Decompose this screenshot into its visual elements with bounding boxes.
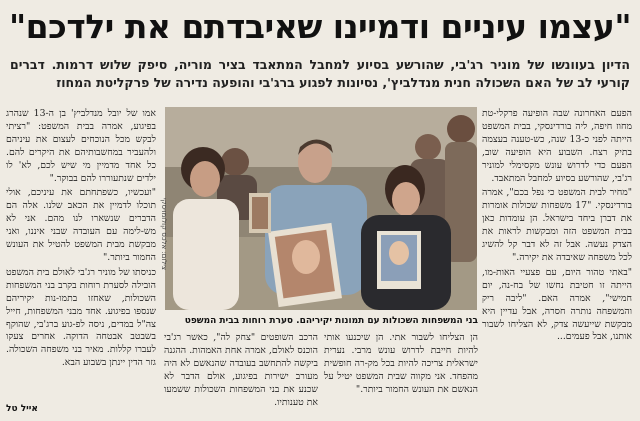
paragraph: הפעם האחרונה שבה הופיעה פרקלי-טת מחוז חיפה, ליה בורדינסקי, בבית המשפט הייתה לפני כ-13 שנה, כש-טענה בעצמה בתיק רצח. השבוע היא הופיעה שוב, הפעם כדי לדרוש עונש מקסימלי למוניר רג'בי, שהורשע בסיוע למחבל המתאבד. — [482, 108, 632, 184]
article-deck: הדיון בעוונשו של מוניר רג'בי, שהורשע בסיוע למחבל המתאבד בציר מוריה, סיפק שלוש דרמות. דברים קורעי לב של האם השכולה חנית מנדלביץ', נסיונות לפגוע ברג'בי והופעה נדירה של פרקליטת המחוז — [10, 57, 630, 90]
paragraph: הרכב השופטים "צחק לה", כאשר רג'בי הוכנס לאולם, אמרה אחת האמהות. ההגנה ביקשה להתחשב בעובדה שהנאשם לא היה מעורב ישירות בפיגוע, אולם הדבר לא שכנע את בני המשפחות השכולות ששמעו את טענותיו. — [164, 332, 318, 408]
photo-credit: צילום: אלכס קולומויסקי — [160, 197, 168, 270]
paragraph: "באתי טהור היום, עם פצעיי האות-מו, הייתה זו חטיבת נחשו של בח-נה, יום חמישי", אמרה האם. "ליבה ריק והמשפחה נותרה חסרה, אבל עדיין היא מבקשת שייעשה צדק, לא הצליחו לשבור אותנו, אבל פעמים... — [482, 266, 632, 343]
paragraph: "מחיר לבית המשפט כי נפל בכם", אמרה בורדינסקי. "17 משפחות שכולות אומרות את דברן ביחד בישראל. הן עומדות כאן בבית המשפט הזה ומבקשות לראות את הצדק נעשה. אבל זה לא דבר קל להשיג לכל משפחה שאיבדה את יקירה." — [482, 187, 632, 263]
article-column-left — [6, 108, 156, 408]
paragraph: אמו של יובל מנדלביץ' בן ה-13 שנהרג בפיגוע, אמרה בבית המשפט: "רציתי לבקש מכל הנוכחים לעצום את עיניהם ולהעביר במחשבותיהם את היקרים להם. כל אחד מדמיין מי שיש לכם, לא' לו ילדים שנתעוררו להם בבוקר." — [6, 108, 156, 184]
article-column-right — [482, 108, 632, 408]
paragraph: כניסתו של מוניר רג'בי לאולם בית המשפט הובילה לסערת רוחות בקרב בני המשפחות השכולות, שאחזו בתמו-נות יקיריהם שנספו בפיגוע. אחד מבני המשפחות, חייל צה"ל במדים, ניסה לפ-גוע ברג'בי, שהוקף בשבטב אבטחה הדוקה. אחרים צעקו לעברו קללות. מאיר בני משפחה השכולה. גזר הדין יינתן בשבוע הבא. — [6, 266, 156, 369]
byline: אייל טל — [6, 404, 38, 414]
paragraph: הן הצליחו לשבור אתי. הן שיכנעו אותי להיות חייבת לדרוש עונש מרבי. נערית ישראלית צריכה להיות בכל מק-רה חופשית מהפחד. אני מקווה שבית המשפט יטיל על הנאשם את העונש החמור ביותר." — [324, 332, 478, 395]
photo-caption: בני המשפחות השכולות עם תמונות יקיריהם. סערת רוחות בבית המשפט — [184, 316, 478, 326]
paragraph: "ועכשיו, כשפתחתם את עיניכם, אולי תוכלו לדמיין את הכאב שלנו. אלה הם הדברים שנשארו לנו מהם. אני לא מש-לימה עם העובדה שבני איננו, ואני מבקשת מבית המשפט להטיל את העונש החמור ביותר." — [6, 187, 156, 263]
news-photo — [165, 107, 477, 310]
article-column-mid-right — [324, 332, 478, 408]
article-column-mid-left — [164, 332, 318, 408]
headline: "עצמו עיניים ודמיינו שאיבדתם את ילדכם" — [8, 7, 632, 46]
